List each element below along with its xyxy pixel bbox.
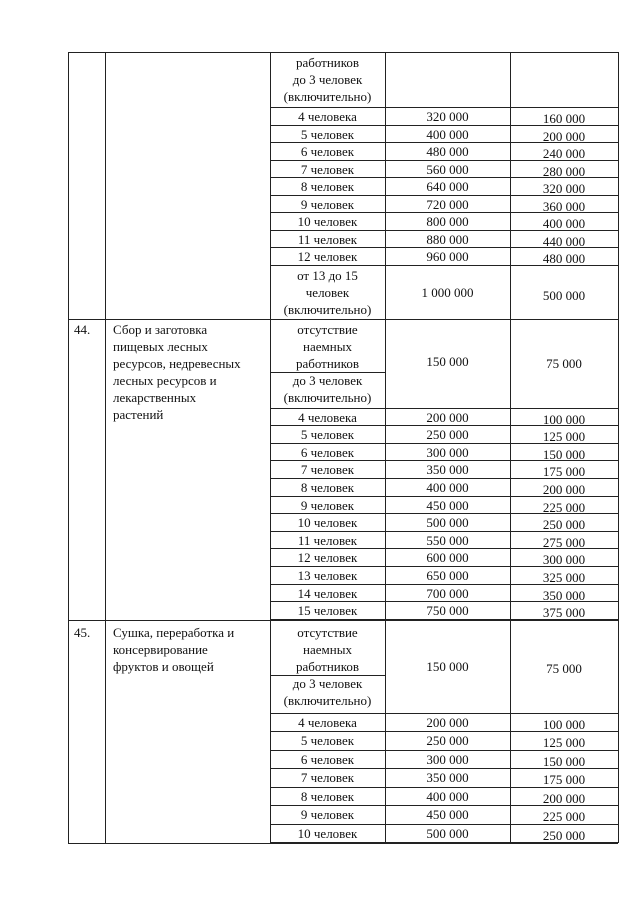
employee-count-label: 6 человек: [300, 144, 355, 159]
amount-second: 225 000: [542, 809, 586, 825]
employee-count-label: 9 человек: [300, 196, 355, 212]
employee-count-label: 15 человек: [297, 603, 358, 619]
amount-first: 250 000: [426, 733, 469, 749]
column-rule-number: [105, 52, 106, 843]
activity-name: лесных ресурсов и: [113, 372, 217, 388]
column-rule-left: [68, 52, 69, 843]
employee-range-text: (включительно): [283, 692, 372, 708]
amount-second: 100 000: [542, 716, 586, 732]
employee-count-label: 8 человек: [300, 479, 355, 495]
amount-second: 240 000: [542, 146, 586, 161]
employee-count-label: 12 человек: [297, 550, 358, 566]
amount-first: 150 000: [426, 353, 469, 369]
employee-count-label: 10 человек: [297, 214, 358, 229]
amount-second: 160 000: [542, 111, 586, 126]
continuation-text: (включительно): [283, 89, 372, 104]
continuation-text: до 3 человек: [292, 72, 363, 87]
amount-second: 225 000: [542, 499, 586, 515]
employee-count-label: 7 человек: [300, 462, 355, 478]
employee-count-label: 8 человек: [300, 179, 355, 194]
amount-first: 350 000: [426, 462, 469, 478]
employee-range-text: работников: [295, 658, 360, 674]
employee-range-text: (включительно): [283, 301, 372, 317]
amount-first: 650 000: [426, 567, 469, 583]
amount-second: 360 000: [542, 198, 586, 214]
amount-second: 500 000: [542, 287, 586, 303]
amount-first: 200 000: [426, 714, 469, 730]
amount-first: 960 000: [426, 249, 469, 264]
amount-first: 480 000: [426, 144, 469, 159]
employee-count-label: 5 человек: [300, 126, 355, 142]
amount-second: 480 000: [542, 251, 586, 266]
amount-second: 375 000: [542, 605, 586, 621]
activity-name: пищевых лесных: [113, 338, 208, 354]
amount-second: 200 000: [542, 481, 586, 497]
amount-second: 100 000: [542, 411, 586, 427]
amount-second: 250 000: [542, 827, 586, 843]
employee-count-label: 4 человека: [298, 109, 357, 124]
employee-range-text: наемных: [303, 338, 352, 354]
amount-first: 500 000: [426, 825, 469, 841]
amount-first: 250 000: [426, 427, 469, 443]
employee-count-label: 5 человек: [300, 427, 355, 443]
amount-first: 550 000: [426, 532, 469, 548]
amount-first: 300 000: [426, 444, 469, 460]
section-rule: [68, 319, 618, 320]
employee-count-label: 7 человек: [300, 770, 355, 786]
row-number: 44.: [74, 321, 91, 337]
amount-first: 400 000: [426, 788, 469, 804]
activity-name: консервирование: [113, 641, 208, 657]
amount-first: 750 000: [426, 603, 469, 619]
employee-count-label: 4 человека: [298, 714, 357, 730]
amount-second: 175 000: [542, 772, 586, 788]
amount-first: 400 000: [426, 479, 469, 495]
activity-name: Сушка, переработка и: [113, 624, 235, 640]
employee-count-label: 8 человек: [300, 788, 355, 804]
amount-first: 350 000: [426, 770, 469, 786]
employee-range-text: до 3 человек: [292, 372, 363, 388]
amount-second: 400 000: [542, 216, 586, 231]
amount-second: 75 000: [546, 355, 582, 371]
amount-first: 450 000: [426, 497, 469, 513]
amount-first: 200 000: [426, 409, 469, 425]
employee-count-label: 6 человек: [300, 751, 355, 767]
amount-first: 450 000: [426, 807, 469, 823]
amount-first: 560 000: [426, 161, 469, 177]
amount-second: 280 000: [542, 163, 586, 179]
table-top-rule: [68, 52, 618, 53]
amount-first: 880 000: [426, 231, 469, 247]
column-rule-right: [618, 52, 619, 843]
amount-first: 720 000: [426, 196, 469, 212]
employee-range-text: отсутствие: [297, 321, 358, 337]
amount-first: 800 000: [426, 214, 469, 229]
amount-second: 200 000: [542, 790, 586, 806]
employee-count-label: 10 человек: [297, 515, 358, 531]
activity-name: растений: [113, 406, 164, 422]
amount-second: 320 000: [542, 181, 586, 196]
employee-range-text: от 13 до 15: [297, 267, 358, 283]
amount-second: 300 000: [542, 552, 586, 568]
amount-first: 600 000: [426, 550, 469, 566]
amount-second: 200 000: [542, 128, 586, 144]
employee-count-label: 12 человек: [297, 249, 358, 264]
employee-range-text: до 3 человек: [292, 675, 363, 691]
amount-second: 175 000: [542, 464, 586, 480]
amount-second: 125 000: [542, 735, 586, 751]
amount-first: 640 000: [426, 179, 469, 194]
amount-second: 250 000: [542, 517, 586, 533]
amount-second: 350 000: [542, 587, 586, 603]
amount-second: 325 000: [542, 569, 586, 585]
activity-name: фруктов и овощей: [113, 658, 214, 674]
activity-name: Сбор и заготовка: [113, 321, 208, 337]
employee-count-label: 11 человек: [297, 231, 358, 247]
amount-first: 150 000: [426, 658, 469, 674]
employee-range-text: отсутствие: [297, 624, 358, 640]
employee-count-label: 11 человек: [297, 532, 358, 548]
employee-count-label: 14 человек: [297, 585, 358, 601]
employee-count-label: 10 человек: [297, 825, 358, 841]
amount-second: 75 000: [546, 660, 582, 676]
amount-first: 400 000: [426, 126, 469, 142]
employee-count-label: 9 человек: [300, 807, 355, 823]
continuation-text: работников: [295, 55, 360, 70]
employee-range-text: (включительно): [283, 389, 372, 405]
employee-range-text: наемных: [303, 641, 352, 657]
activity-name: лекарственных: [113, 389, 197, 405]
row-number: 45.: [74, 624, 91, 640]
amount-first: 300 000: [426, 751, 469, 767]
employee-count-label: 7 человек: [300, 161, 355, 177]
employee-count-label: 4 человека: [298, 409, 357, 425]
amount-first: 700 000: [426, 585, 469, 601]
amount-first: 320 000: [426, 109, 469, 124]
amount-second: 275 000: [542, 534, 586, 550]
employee-count-label: 13 человек: [297, 567, 358, 583]
activity-name: ресурсов, недревесных: [113, 355, 241, 371]
amount-second: 440 000: [542, 233, 586, 249]
employee-count-label: 6 человек: [300, 444, 355, 460]
employee-range-text: работников: [295, 355, 360, 371]
employee-count-label: 9 человек: [300, 497, 355, 513]
amount-second: 150 000: [542, 446, 586, 462]
employee-range-text: человек: [305, 284, 350, 300]
amount-second: 150 000: [542, 753, 586, 769]
amount-second: 125 000: [542, 429, 586, 445]
employee-count-label: 5 человек: [300, 733, 355, 749]
amount-first: 500 000: [426, 515, 469, 531]
amount-first: 1 000 000: [421, 284, 474, 300]
